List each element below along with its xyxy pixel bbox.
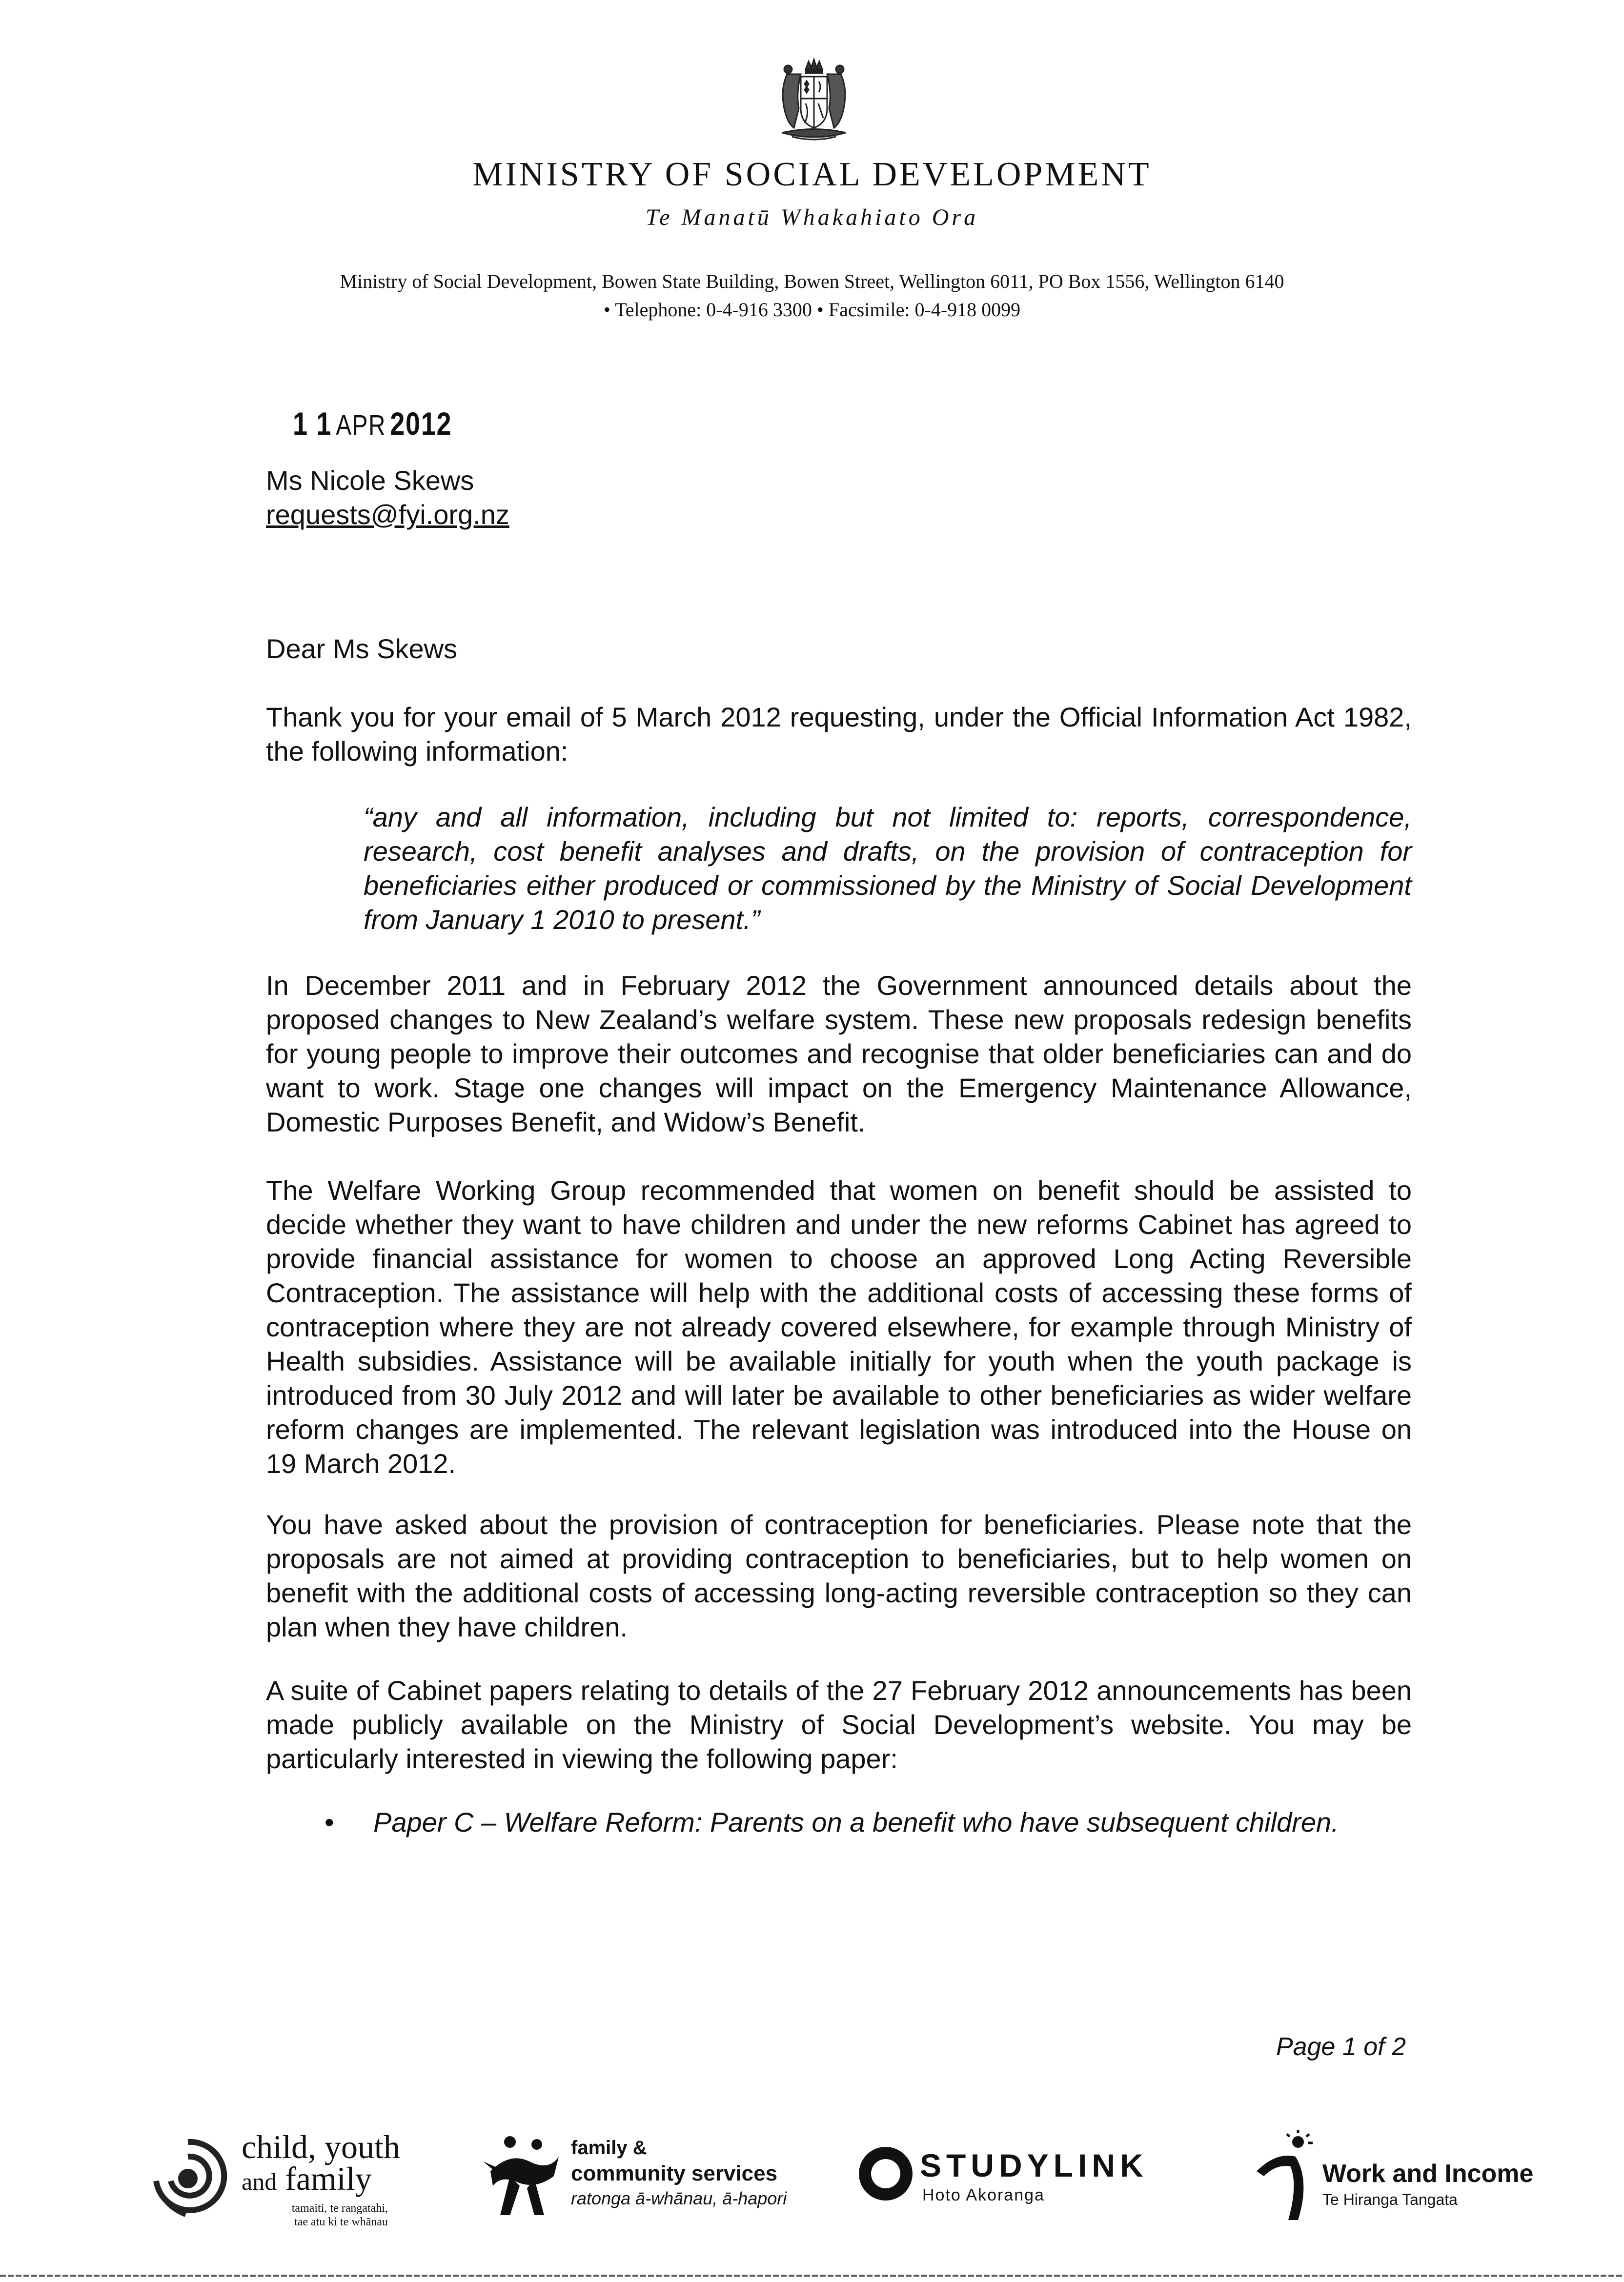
date-stamp [293,405,452,442]
date-year: 2012 [390,405,452,442]
bullet-icon: • [325,1807,334,1838]
date-day: 1 1 [293,405,332,442]
recipient-block [266,464,509,532]
paragraph-announcement: In December 2011 and in February 2012 the Government announced details about the proposed changes to New Zealand’s welfare system. These new proposals redesign benefits for young people to improve their outcomes and recognise that older beneficiaries can and do want to work. Stage one changes will impact on the Emergency Maintenance Allowance, Domestic Purposes Benefit, and Widow’s Benefit. [266,970,1412,1137]
salutation: Dear Ms Skews [266,633,458,664]
cyf-and: and [242,2168,277,2195]
studylink-logo-icon [856,2142,915,2205]
contact-line: • Telephone: 0-4-916 3300 • Facsimile: 0-4-918 0099 [603,299,1021,321]
bullet-text: Paper C – Welfare Reform: Parents on a benefit who have subsequent children. [373,1807,1339,1838]
fcs-tagline: ratonga ā-whānau, ā-hapori [571,2188,787,2208]
paragraph-request: Thank you for your email of 5 March 2012 requesting, under the Official Information Act 1982, the following information: [266,702,1412,767]
cyf-tagline [242,2201,388,2229]
fcs-logo [481,2118,793,2240]
cyf-tagline-line2: tae atu ki te whānau [294,2216,388,2228]
page-number: Page 1 of 2 [1276,2033,1406,2061]
cyf-logo [142,2118,415,2240]
work-income-tagline: Te Hiranga Tangata [1322,2191,1458,2208]
ministry-address [0,267,1624,324]
ministry-name: MINISTRY OF SOCIAL DEVELOPMENT [472,156,1152,193]
studylink-logo [856,2118,1198,2240]
address-line: Ministry of Social Development, Bowen State Building, Bowen Street, Wellington 6011, PO Box 1556, Wellington 6140 [340,270,1284,292]
recipient-email-link[interactable]: requests@fyi.org.nz [266,499,509,530]
quoted-request: “any and all information, including but not limited to: reports, correspondence, research, cost benefit analyses and drafts, on the provision of contraception for beneficiaries either produced or commissioned by the Ministry of Social Development from January 1 2010 to present.” [364,802,1412,935]
footer-logos [0,2118,1624,2240]
paragraph-provision: You have asked about the provision of contraception for beneficiaries. Please note that the proposals are not aimed at providing contraception to beneficiaries, but to help women on benefit with the additional costs of accessing long-acting reversible contraception so they can plan when they have children. [266,1509,1412,1642]
ministry-maori-name: Te Manatū Whakahiato Ora [645,204,979,230]
work-income-logo [1252,2118,1540,2240]
paragraph-welfare-working-group: The Welfare Working Group recommended that women on benefit should be assisted to decide whether they want to have children and under the new reforms Cabinet has agreed to provide financial assistance for women to choose an approved Long Acting Reversible Contraception. The assistance will help with the additional costs of accessing these forms of contraception where they are not already covered elsewhere, for example through Ministry of Health subsidies. Assistance will be available initially for youth when the youth package is introduced from 30 July 2012 and will later be available to other beneficiaries as wider welfare reform changes are implemented. The relevant legislation was introduced into the House on 19 March 2012. [266,1175,1412,1479]
studylink-tagline: Hoto Akoranga [922,2186,1045,2204]
cyf-tagline-line1: tamaiti, te rangatahi, [291,2202,388,2215]
cyf-spiral-logo-icon [142,2127,234,2225]
cyf-name-line2 [242,2161,372,2199]
nz-coat-of-arms-icon [768,55,860,147]
cyf-name-line1: child, youth [242,2128,400,2165]
studylink-name: STUDYLINK [920,2147,1148,2183]
bottom-scan-edge [0,2275,1624,2277]
fcs-name-line1: family & [571,2137,647,2159]
work-income-name: Work and Income [1322,2160,1534,2188]
fcs-name-line2: community services [571,2161,778,2185]
recipient-name: Ms Nicole Skews [266,465,474,496]
date-month: APR [336,409,386,441]
fcs-figures-logo-icon [481,2132,564,2220]
paragraph-cabinet-papers: A suite of Cabinet papers relating to details of the 27 February 2012 announcements has been made publicly available on the Ministry of Social Development’s website. You may be particularly interested in viewing the following paper: [266,1675,1412,1774]
cyf-family: family [285,2160,372,2197]
work-income-figure-logo-icon [1252,2127,1320,2225]
